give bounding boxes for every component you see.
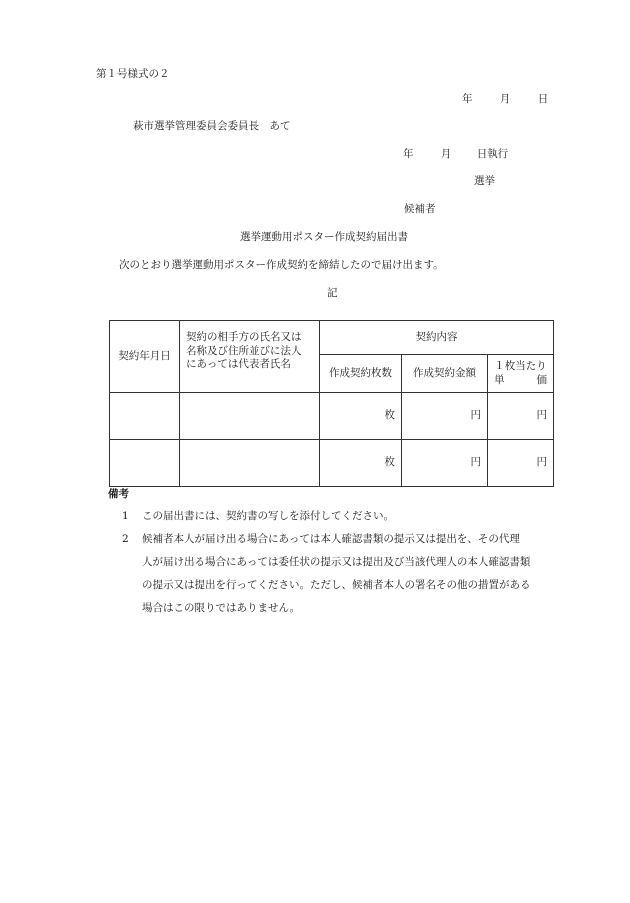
note-line: 人が届け出る場合にあっては委任状の提示又は提出及び当該代理人の本人確認書類 <box>142 556 531 568</box>
table-row <box>110 440 554 487</box>
note-line: 場合はこの限りではありません。 <box>142 602 301 614</box>
header-unit-price <box>488 355 554 393</box>
note-line: この届出書には、契約書の写しを添付してください。 <box>142 510 394 522</box>
intro-text: 次のとおり選挙運動用ポスター作成契約を締結したので届け出ます。 <box>119 259 444 271</box>
cell-amount[interactable]: 円 <box>402 393 488 440</box>
header-contract-party <box>180 321 320 393</box>
notes-title: 備考 <box>108 488 129 500</box>
unit-price-line-1: １枚当たり <box>494 359 547 372</box>
unit-price-char-b: 価 <box>536 373 548 386</box>
note-line: 候補者本人が届け出る場合にあっては本人確認書類の提示又は提出を、その代理 <box>142 533 520 545</box>
cell-count[interactable]: 枚 <box>320 440 402 487</box>
year-label: 年 <box>462 93 473 105</box>
note-line: の提示又は提出を行ってください。ただし、候補者本人の署名その他の措置がある <box>142 579 531 591</box>
cell-party[interactable] <box>180 393 320 440</box>
election-label: 選挙 <box>474 175 495 187</box>
election-day-label: 日執行 <box>476 148 509 160</box>
header-party-line-3: にあっては代表者氏名 <box>186 358 291 371</box>
cell-amount[interactable]: 円 <box>402 440 488 487</box>
header-party-line-2: 名称及び住所並びに法人 <box>186 344 302 357</box>
header-amount: 作成契約金額 <box>402 355 488 393</box>
header-contract-content: 契約内容 <box>320 321 554 355</box>
note-item-1 <box>122 505 562 528</box>
addressee: 萩市選挙管理委員会委員長 あて <box>133 120 291 132</box>
unit-price-line-2 <box>494 374 547 388</box>
document-title: 選挙運動用ポスター作成契約届出書 <box>240 231 408 243</box>
cell-count[interactable]: 枚 <box>320 393 402 440</box>
day-label: 日 <box>537 93 549 105</box>
form-number: 第１号様式の２ <box>96 68 170 80</box>
cell-date[interactable] <box>110 440 180 487</box>
header-contract-date: 契約年月日 <box>110 321 180 393</box>
election-month-label: 月 <box>440 148 452 160</box>
cell-unit-price[interactable]: 円 <box>488 440 554 487</box>
submission-date <box>462 94 548 105</box>
header-party-line-1: 契約の相手方の氏名又は <box>186 331 302 343</box>
cell-date[interactable] <box>110 393 180 440</box>
cell-party[interactable] <box>180 440 320 487</box>
table-row <box>110 393 554 440</box>
unit-price-char-a: 単 <box>494 373 505 386</box>
note-number: 1 <box>122 510 129 522</box>
header-count: 作成契約枚数 <box>320 355 402 393</box>
election-date <box>403 149 508 160</box>
election-year-label: 年 <box>403 148 414 160</box>
ki-label: 記 <box>327 287 338 299</box>
cell-unit-price[interactable]: 円 <box>488 393 554 440</box>
contract-table <box>109 320 554 487</box>
note-number: 2 <box>122 533 129 545</box>
month-label: 月 <box>499 93 511 105</box>
note-item-2 <box>122 528 562 620</box>
candidate-label: 候補者 <box>404 203 436 215</box>
